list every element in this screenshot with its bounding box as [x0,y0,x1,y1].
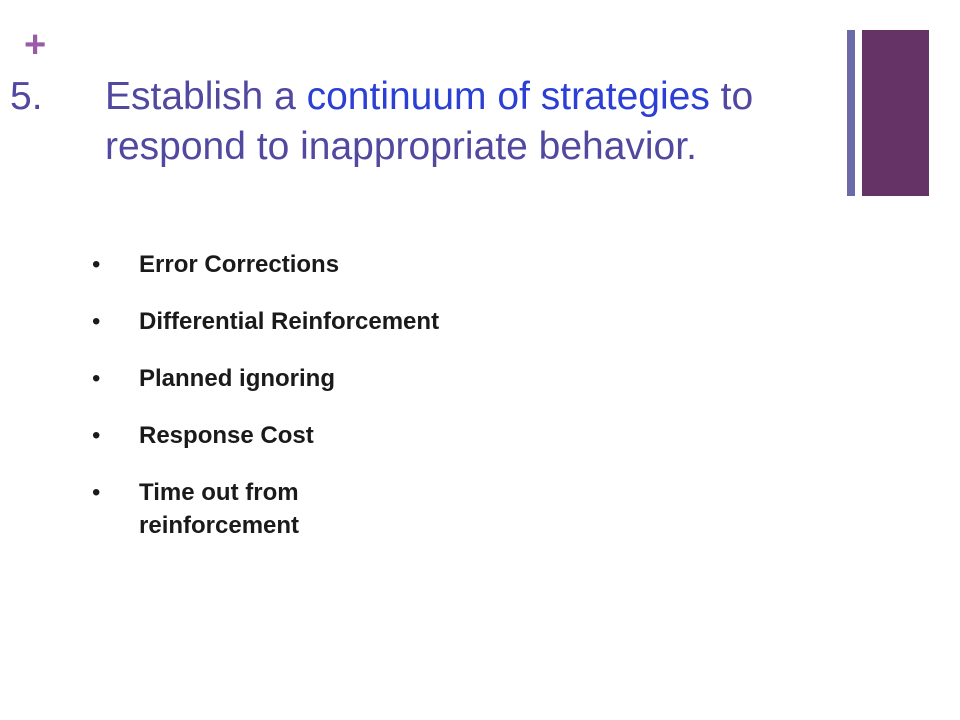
bullet-text: Error Corrections [139,251,340,278]
decorative-bar-thin [847,30,855,196]
bullet-marker: • [92,479,101,506]
bullet-list [92,248,452,566]
bullet-item [92,476,452,542]
bullet-item [92,419,452,452]
bullet-text: Differential Reinforcement [139,308,440,335]
title-segment-highlight: continuum of strategies [306,75,710,118]
bullet-marker: • [92,365,101,392]
bullet-text: Time out from reinforcement [139,479,300,539]
bullet-marker: • [92,422,101,449]
title-text [105,72,830,172]
bullet-text: Planned ignoring [139,365,335,392]
plus-decoration: + [24,24,47,66]
title-segment: to respond to inappropriate behavior. [105,75,754,168]
title-number: 5. [10,75,43,118]
title-segment: Establish a [105,75,307,118]
bullet-item [92,362,452,395]
bullet-item [92,248,452,281]
slide-title [10,72,830,172]
bullet-marker: • [92,251,101,278]
bullet-text: Response Cost [139,422,314,449]
bullet-marker: • [92,308,101,335]
bullet-item [92,305,452,338]
decorative-bar-thick [862,30,929,196]
